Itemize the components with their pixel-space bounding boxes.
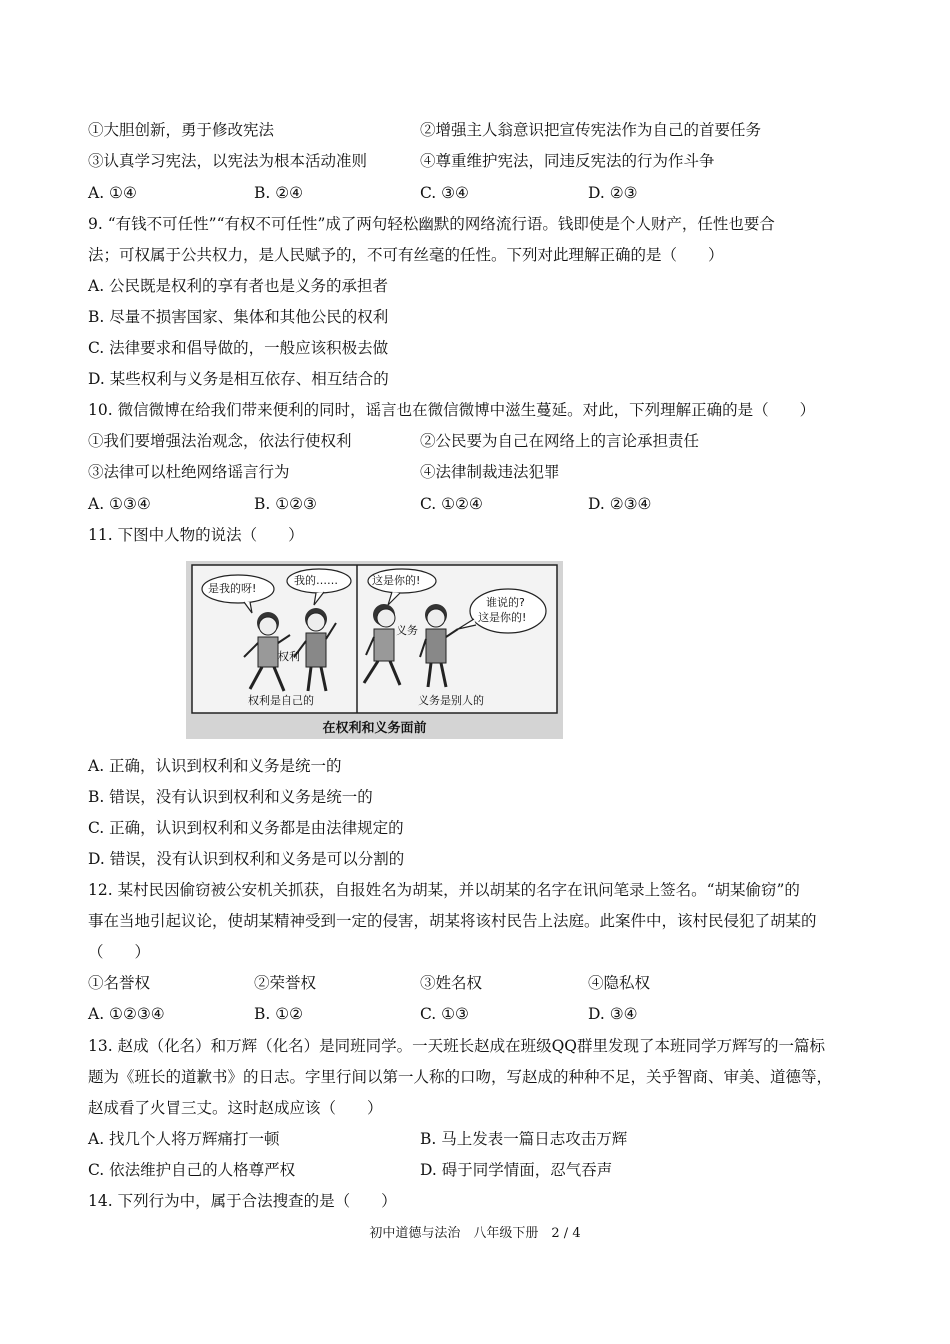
comic-bubble-4-line-2: 这是你的! [478,611,527,624]
q12-option-2: ②荣誉权 [254,974,317,992]
q12-option-1: ①名誉权 [88,974,151,992]
q8-choice-a: A. ①④ [88,184,137,202]
comic-caption: 在权利和义务面前 [322,721,427,736]
q12-stem-line-3: （ ） [88,943,151,961]
q11-choice-b: B. 错误，没有认识到权利和义务是统一的 [88,788,373,806]
comic-tag-rights: 权利 [278,650,300,663]
q9-choice-c: C. 法律要求和倡导做的，一般应该积极去做 [88,339,389,357]
q10-choice-b: B. ①②③ [254,495,317,513]
q12-stem-line-1: 12. 某村民因偷窃被公安机关抓获，自报姓名为胡某，并以胡某的名字在讯问笔录上签名。“胡某偷窃”的 [88,881,800,899]
q13-stem-line-1: 13. 赵成（化名）和万辉（化名）是同班同学。一天班长赵成在班级QQ群里发现了本班同学万辉写的一篇标 [88,1037,825,1055]
q10-stem: 10. 微信微博在给我们带来便利的同时，谣言也在微信微博中滋生蔓延。对此，下列理解正确的是（ ） [88,401,816,419]
comic-bubble-2: 我的…… [294,574,338,587]
comic-tag-duty: 义务 [396,624,418,637]
page-footer: 初中道德与法治 八年级下册 2 / 4 [369,1226,581,1241]
comic-bubble-4-line-1: 谁说的? [486,596,525,609]
q8-option-2: ②增强主人翁意识把宣传宪法作为自己的首要任务 [420,121,762,139]
q9-stem-line-2: 法；可权属于公共权力，是人民赋予的，不可有丝毫的任性。下列对此理解正确的是（ ） [88,246,724,264]
q10-choice-a: A. ①③④ [88,495,151,513]
q13-choice-c: C. 依法维护自己的人格尊严权 [88,1161,296,1179]
q8-option-1: ①大胆创新，勇于修改宪法 [88,121,275,139]
comic-bubble-1: 是我的呀! [208,582,257,595]
q13-stem-line-3: 赵成看了火冒三丈。这时赵成应该（ ） [88,1099,383,1117]
q11-stem: 11. 下图中人物的说法（ ） [88,526,304,544]
q9-choice-d: D. 某些权利与义务是相互依存、相互结合的 [88,370,389,388]
q8-choice-b: B. ②④ [254,184,304,202]
q10-option-4: ④法律制裁违法犯罪 [420,463,560,481]
q12-choice-d: D. ③④ [588,1005,638,1023]
q10-option-1: ①我们要增强法治观念，依法行使权利 [88,432,352,450]
q12-stem-line-2: 事在当地引起议论，使胡某精神受到一定的侵害，胡某将该村民告上法庭。此案件中，该村民侵犯了胡某的 [88,912,817,930]
q12-option-3: ③姓名权 [420,974,483,992]
q12-choice-c: C. ①③ [420,1005,469,1023]
q10-option-2: ②公民要为自己在网络上的言论承担责任 [420,432,700,450]
q13-choice-a: A. 找几个人将万辉痛打一顿 [88,1130,280,1148]
comic-label-right: 义务是别人的 [418,694,484,707]
q8-option-3: ③认真学习宪法，以宪法为根本活动准则 [88,152,368,170]
q9-choice-a: A. 公民既是权利的享有者也是义务的承担者 [88,277,389,295]
q10-choice-c: C. ①②④ [420,495,483,513]
q11-choice-a: A. 正确，认识到权利和义务是统一的 [88,757,342,775]
q11-choice-d: D. 错误，没有认识到权利和义务是可以分割的 [88,850,405,868]
comic-image [186,561,563,739]
q8-option-4: ④尊重维护宪法，同违反宪法的行为作斗争 [420,152,715,170]
q10-choice-d: D. ②③④ [588,495,652,513]
q13-choice-d: D. 碍于同学情面，忍气吞声 [420,1161,613,1179]
q9-stem-line-1: 9. “有钱不可任性”“有权不可任性”成了两句轻松幽默的网络流行语。钱即使是个人财产，任性也要合 [88,215,775,233]
q12-choice-a: A. ①②③④ [88,1005,165,1023]
q8-choice-d: D. ②③ [588,184,638,202]
q8-choice-c: C. ③④ [420,184,469,202]
q10-option-3: ③法律可以杜绝网络谣言行为 [88,463,290,481]
q13-choice-b: B. 马上发表一篇日志攻击万辉 [420,1130,628,1148]
comic-bubble-3: 这是你的! [372,574,421,587]
q12-option-4: ④隐私权 [588,974,651,992]
comic-label-left: 权利是自己的 [248,694,314,707]
q13-stem-line-2: 题为《班长的道歉书》的日志。字里行间以第一人称的口吻，写赵成的种种不足，关乎智商、审美、道德等， [88,1068,833,1086]
q9-choice-b: B. 尽量不损害国家、集体和其他公民的权利 [88,308,389,326]
q11-choice-c: C. 正确，认识到权利和义务都是由法律规定的 [88,819,404,837]
q12-choice-b: B. ①② [254,1005,304,1023]
q14-stem: 14. 下列行为中，属于合法搜查的是（ ） [88,1192,397,1210]
